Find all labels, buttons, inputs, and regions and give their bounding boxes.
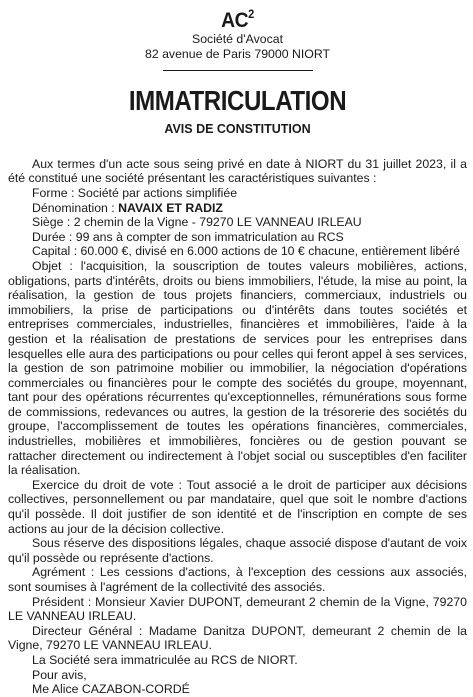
firm-logo-text: AC	[221, 9, 249, 32]
agrement-paragraph: Agrément : Les cessions d'actions, à l'exception des cessions aux associés, sont soumises à l'agrément de la collectivité des associés.	[8, 565, 467, 594]
intro-paragraph: Aux termes d'un acte sous seing privé en date à NIORT du 31 juillet 2023, il a été constitué une société présentant les caractéristiques suivantes :	[8, 156, 467, 186]
president-paragraph: Président : Monsieur Xavier DUPONT, demeurant 2 chemin de la Vigne, 79270 LE VANNEAU IRLEAU.	[8, 594, 467, 624]
forme-line: Forme : Société par actions simplifiée	[32, 185, 238, 200]
header-divider	[163, 70, 313, 71]
firm-logo-superscript: 2	[248, 7, 254, 21]
directeur-paragraph: Directeur Général : Madame Danitza DUPONT, demeurant 2 chemin de la Vigne, 79270 LE VANNEAU IRLEAU.	[8, 623, 467, 653]
reserve-paragraph: Sous réserve des dispositions légales, chaque associé dispose d'autant de voix qu'il possède ou représente d'actions.	[8, 536, 467, 565]
notice-body	[8, 157, 467, 697]
denomination-label: Dénomination :	[32, 200, 119, 215]
capital-line: Capital : 60.000 €, divisé en 6.000 actions de 10 € chacune, entièrement libéré	[32, 244, 460, 259]
vote-paragraph: Exercice du droit de vote : Tout associé a le droit de participer aux décisions collectives, personnellement ou par mandataire, quel que soit le nombre d'actions qu'il possède. Il doit justifier de son identité et de l'inscription en compte de ses actions au jour de la décision collective.	[8, 477, 467, 536]
signature-line: Me Alice CAZABON-CORDÉ	[32, 682, 190, 697]
pour-avis-line: Pour avis,	[32, 667, 87, 682]
legal-notice-page	[0, 3, 473, 697]
denomination-value: NAVAIX ET RADIZ	[118, 200, 223, 215]
siege-line: Siège : 2 chemin de la Vigne - 79270 LE VANNEAU IRLEAU	[32, 215, 362, 230]
denomination-line	[8, 201, 467, 216]
firm-type: Société d'Avocat	[192, 32, 283, 46]
objet-paragraph: Objet : l'acquisition, la souscription de toutes valeurs mobilières, actions, obligations, parts d'intérêts, droits ou biens immobiliers, l'étude, la mise au point, la réalisation, la gestion de tous projets financiers, commerciaux, industriels ou immobiliers, la prise de participations ou d'intérêts dans toutes sociétés et entreprises commerciales, industrielles, financières et immobilières, l'aide à la gestion et la réalisation de prestations de services pour les entreprises dans lesquelles elle aura des participations ou pour celles qui feront appel à ses services, la gestion de son patrimoine mobilier ou immobilier, la négociation d'opérations commerciales ou financières pour le compte des sociétés du groupe, moyennant, tant pour des opérations récurrentes qu'exceptionnelles, rémunérations sous forme de commissions, redevances ou autres, la gestion de la trésorerie des sociétés du groupe, l'accomplissement de toutes les opérations financières, commerciales, industrielles, mobilières et immobilières, foncières ou de gestion pouvant se rattacher directement ou indirectement à l'objet social ou susceptibles d'en faciliter la réalisation.	[8, 258, 467, 478]
duree-line: Durée : 99 ans à compter de son immatriculation au RCS	[32, 229, 344, 244]
rcs-line: La Société sera immatriculée au RCS de NIORT.	[32, 652, 298, 667]
notice-title: IMMATRICULATION	[128, 85, 347, 117]
firm-logo	[26, 3, 448, 32]
notice-subtitle: AVIS DE CONSTITUTION	[164, 122, 311, 137]
firm-address: 82 avenue de Paris 79000 NIORT	[144, 46, 331, 61]
